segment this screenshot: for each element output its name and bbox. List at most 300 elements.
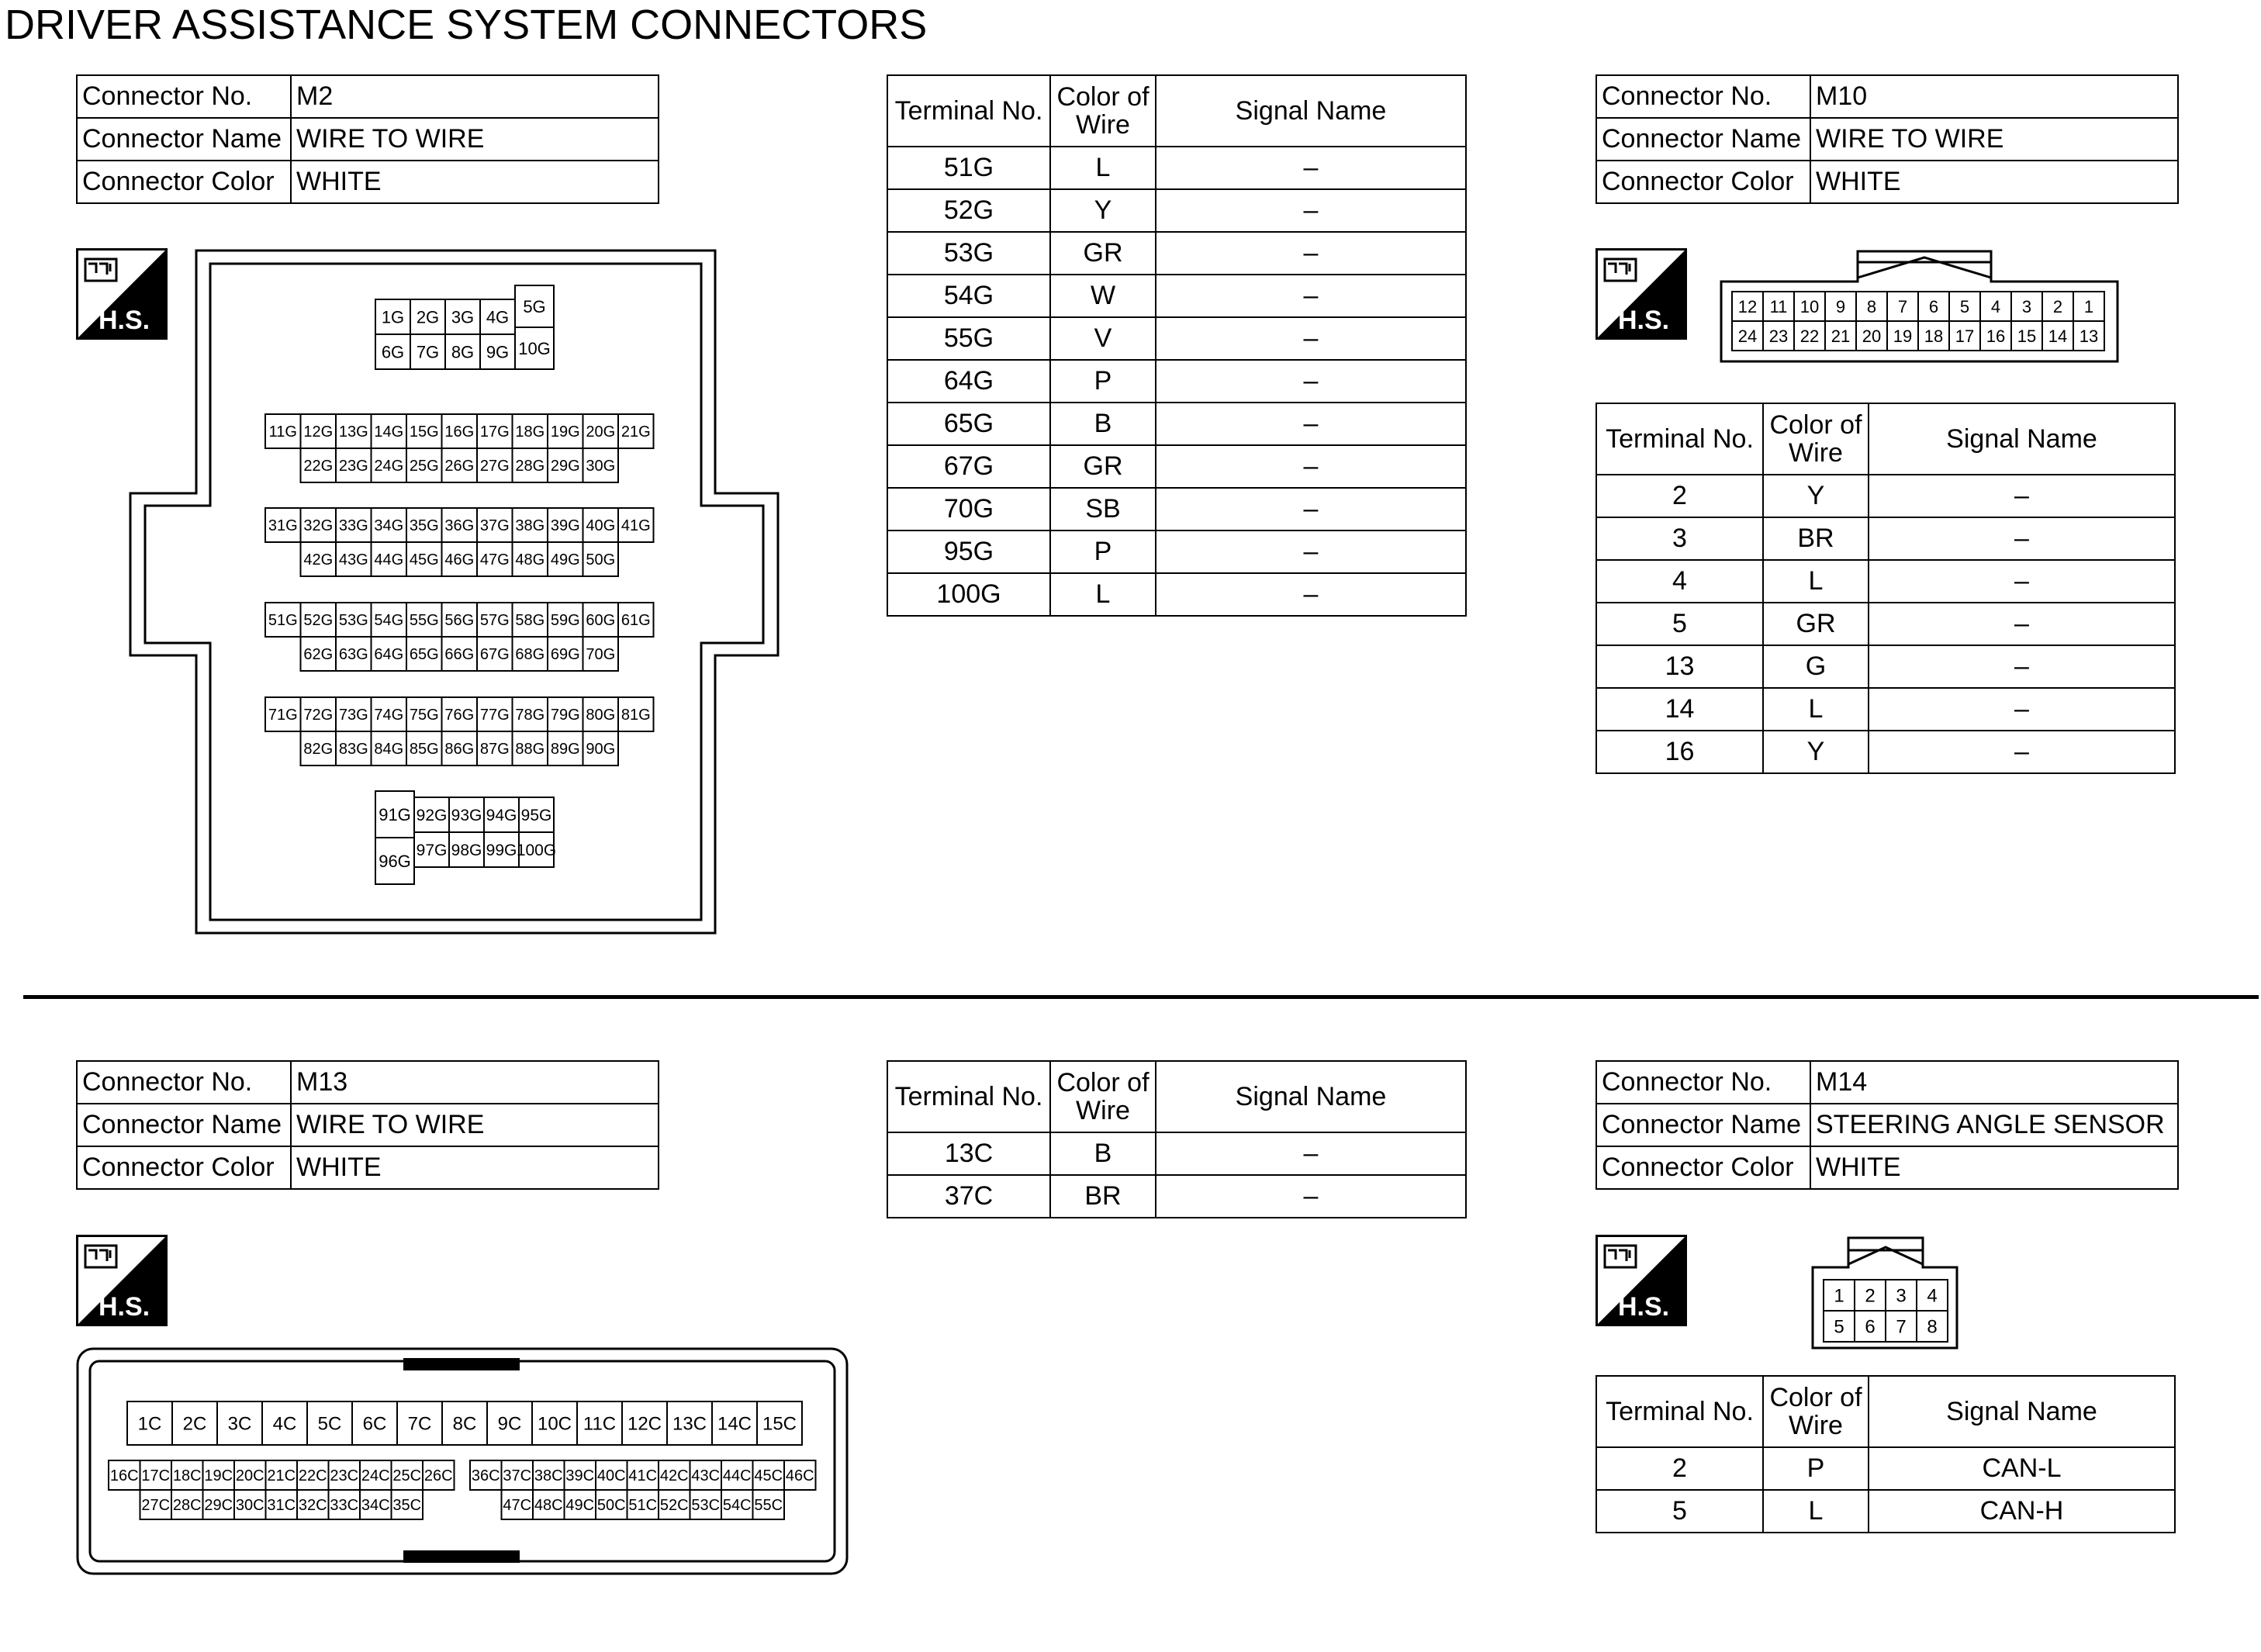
connector-pin xyxy=(477,731,513,766)
connector-pin xyxy=(301,448,337,482)
pin-label: 78G xyxy=(515,707,545,724)
connector-pin xyxy=(618,603,654,637)
section-divider xyxy=(23,995,2259,999)
m13-connector-no: M13 xyxy=(291,1061,659,1104)
table-row xyxy=(887,147,1466,189)
connector-pin xyxy=(372,697,407,731)
pin-label: 2 xyxy=(1865,1285,1876,1307)
table-row xyxy=(1596,603,2175,645)
label-connector-no: Connector No. xyxy=(77,1061,291,1104)
pin-label: 6C xyxy=(362,1413,387,1435)
pin-label: 37C xyxy=(503,1467,532,1485)
connector-pin xyxy=(1763,292,1794,321)
pin-label: 13 xyxy=(2079,326,2099,346)
connector-pin xyxy=(442,731,478,766)
pin-label: 9C xyxy=(497,1413,522,1435)
connector-pin xyxy=(301,542,337,576)
terminal-no-cell: 54G xyxy=(887,275,1050,317)
pin-label: 19G xyxy=(550,423,580,441)
connector-pin xyxy=(265,414,301,448)
pin-label: 35G xyxy=(409,517,439,535)
pin-label: 28C xyxy=(172,1497,202,1515)
connector-pin xyxy=(548,448,583,482)
pin-label: 25C xyxy=(392,1467,422,1485)
header-color-of-wire: Color of Wire xyxy=(1763,1376,1869,1447)
terminal-no-cell: 13 xyxy=(1596,645,1763,688)
connector-pin xyxy=(502,1490,534,1519)
connector-pin xyxy=(477,542,513,576)
connector-pin xyxy=(1732,292,1763,321)
header-terminal-no: Terminal No. xyxy=(887,75,1050,147)
m14-connector-face xyxy=(1810,1233,1960,1351)
connector-pin xyxy=(406,414,442,448)
label-connector-color: Connector Color xyxy=(1596,1146,1810,1189)
wire-color-cell: V xyxy=(1050,317,1156,360)
connector-pin xyxy=(517,832,556,867)
m13-connector-face xyxy=(76,1346,850,1577)
table-row xyxy=(887,360,1466,403)
pin-label: 16G xyxy=(444,423,475,441)
header-terminal-no: Terminal No. xyxy=(1596,403,1763,475)
connector-pin xyxy=(477,448,513,482)
connector-pin xyxy=(375,299,410,334)
connector-pin xyxy=(533,1460,565,1490)
pin-label: 21C xyxy=(267,1467,296,1485)
connector-pin xyxy=(548,637,583,671)
table-row xyxy=(887,445,1466,488)
connector-pin xyxy=(583,697,619,731)
pin-label: 20G xyxy=(586,423,616,441)
connector-pin xyxy=(449,797,484,832)
pin-label: 2G xyxy=(416,307,440,327)
connector-pin xyxy=(406,603,442,637)
wire-color-cell: L xyxy=(1763,688,1869,731)
connector-pin xyxy=(513,414,548,448)
pin-label: 37G xyxy=(479,517,510,535)
header-color-of-wire: Color of Wire xyxy=(1050,1061,1156,1132)
pin-label: 19C xyxy=(204,1467,233,1485)
label-connector-name: Connector Name xyxy=(77,118,291,161)
connector-pin xyxy=(784,1460,816,1490)
pin-label: 48G xyxy=(515,551,545,569)
header-color-of-wire: Color of Wire xyxy=(1763,403,1869,475)
pin-label: 9G xyxy=(486,342,510,362)
connector-pin xyxy=(406,731,442,766)
connector-pin xyxy=(577,1401,622,1445)
connector-pin xyxy=(375,838,414,884)
pin-label: 62G xyxy=(303,646,334,664)
pin-label: 88G xyxy=(515,741,545,759)
pin-label: 38G xyxy=(515,517,545,535)
pin-label: 51C xyxy=(628,1497,658,1515)
signal-name-cell: – xyxy=(1156,147,1466,189)
label-connector-name: Connector Name xyxy=(1596,118,1810,161)
connector-pin xyxy=(753,1460,785,1490)
connector-pin xyxy=(375,334,410,369)
connector-pin xyxy=(596,1460,627,1490)
pin-label: 41C xyxy=(628,1467,658,1485)
pin-label: 3C xyxy=(227,1413,252,1435)
pin-label: 22C xyxy=(298,1467,327,1485)
connector-pin xyxy=(618,508,654,542)
m14-connector-name: STEERING ANGLE SENSOR xyxy=(1810,1104,2178,1146)
m10-connector-no: M10 xyxy=(1810,75,2178,118)
pin-label: 15C xyxy=(762,1413,797,1435)
signal-name-cell: – xyxy=(1869,517,2175,560)
wire-color-cell: SB xyxy=(1050,488,1156,531)
pin-label: 53C xyxy=(691,1497,721,1515)
label-connector-no: Connector No. xyxy=(1596,75,1810,118)
m10-pin-grid xyxy=(1732,292,2104,351)
connector-pin xyxy=(1825,292,1856,321)
connector-pin xyxy=(515,327,554,369)
connector-pin xyxy=(659,1460,690,1490)
connector-pin xyxy=(583,731,619,766)
pin-label: 63G xyxy=(338,646,368,664)
m2-pin-grid xyxy=(265,285,654,884)
m13-connector-name: WIRE TO WIRE xyxy=(291,1104,659,1146)
table-row xyxy=(887,531,1466,573)
pin-label: 50C xyxy=(596,1497,626,1515)
connector-pin xyxy=(659,1490,690,1519)
hs-label: H.S. xyxy=(1617,306,1670,335)
wire-color-cell: GR xyxy=(1050,232,1156,275)
pin-label: 8G xyxy=(451,342,475,362)
pin-label: 48C xyxy=(534,1497,563,1515)
pin-label: 26G xyxy=(444,458,475,475)
table-row xyxy=(887,573,1466,616)
connector-pin xyxy=(406,448,442,482)
connector-pin xyxy=(513,542,548,576)
pin-label: 17 xyxy=(1955,326,1975,346)
m2-terminal-table xyxy=(887,74,1467,617)
table-row xyxy=(887,1132,1466,1175)
pin-label: 1G xyxy=(381,307,405,327)
m10-connector-face xyxy=(1718,247,2121,365)
terminal-no-cell: 67G xyxy=(887,445,1050,488)
connector-pin xyxy=(360,1490,392,1519)
pin-label: 34C xyxy=(361,1497,390,1515)
pin-label: 10G xyxy=(518,338,551,358)
signal-name-cell: – xyxy=(1156,403,1466,445)
m13-terminal-table xyxy=(887,1060,1467,1218)
pin-label: 80G xyxy=(586,707,616,724)
pin-label: 54G xyxy=(374,612,404,630)
pin-label: 6 xyxy=(1865,1316,1876,1338)
pin-label: 20C xyxy=(235,1467,264,1485)
pin-label: 21 xyxy=(1831,326,1851,346)
pin-label: 15 xyxy=(2017,326,2037,346)
m2-info-table xyxy=(76,74,659,204)
connector-pin xyxy=(266,1490,298,1519)
connector-pin xyxy=(480,334,515,369)
connector-pin xyxy=(109,1460,140,1490)
connector-pin xyxy=(484,832,519,867)
pin-label: 29G xyxy=(550,458,580,475)
pin-label: 60G xyxy=(586,612,616,630)
connector-pin xyxy=(622,1401,667,1445)
connector-pin xyxy=(548,697,583,731)
connector-pin xyxy=(445,334,480,369)
table-row xyxy=(1596,1490,2175,1533)
pin-label: 2 xyxy=(2052,296,2063,316)
connector-pin xyxy=(203,1460,235,1490)
connector-pin xyxy=(140,1460,172,1490)
connector-pin xyxy=(1794,292,1825,321)
pin-label: 47C xyxy=(503,1497,532,1515)
pin-label: 23 xyxy=(1768,326,1789,346)
connector-pin xyxy=(336,508,372,542)
connector-pin xyxy=(301,731,337,766)
connector-pin xyxy=(627,1460,659,1490)
pin-label: 90G xyxy=(586,741,616,759)
pin-label: 6G xyxy=(381,342,405,362)
connector-pin xyxy=(375,791,414,838)
connector-pin xyxy=(480,299,515,334)
terminal-no-cell: 4 xyxy=(1596,560,1763,603)
table-row xyxy=(1596,517,2175,560)
pin-label: 33C xyxy=(330,1497,359,1515)
pin-label: 14C xyxy=(717,1413,752,1435)
table-row xyxy=(1596,475,2175,517)
pin-label: 7 xyxy=(1896,1316,1907,1338)
connector-pin xyxy=(618,697,654,731)
pin-label: 44C xyxy=(722,1467,752,1485)
pin-label: 65G xyxy=(409,646,439,664)
pin-label: 12G xyxy=(303,423,334,441)
connector-pin xyxy=(360,1460,392,1490)
pin-label: 39G xyxy=(550,517,580,535)
connector-pin xyxy=(477,603,513,637)
pin-label: 96G xyxy=(379,851,411,871)
pin-label: 3 xyxy=(2021,296,2032,316)
connector-pin xyxy=(1887,321,1918,351)
wire-color-cell: L xyxy=(1763,560,1869,603)
pin-label: 42C xyxy=(659,1467,689,1485)
connector-pin xyxy=(721,1460,753,1490)
pin-label: 46C xyxy=(785,1467,814,1485)
m2-connector-face xyxy=(124,247,783,937)
pin-label: 24G xyxy=(374,458,404,475)
connector-pin xyxy=(2011,292,2042,321)
hs-label: H.S. xyxy=(98,1292,150,1322)
m13-connector-color: WHITE xyxy=(291,1146,659,1189)
table-row xyxy=(1596,688,2175,731)
pin-label: 33G xyxy=(338,517,368,535)
connector-pin xyxy=(442,542,478,576)
pin-label: 23G xyxy=(338,458,368,475)
label-connector-name: Connector Name xyxy=(1596,1104,1810,1146)
connector-pin xyxy=(297,1490,329,1519)
connector-pin xyxy=(265,508,301,542)
label-connector-name: Connector Name xyxy=(77,1104,291,1146)
pin-label: 40C xyxy=(596,1467,626,1485)
connector-pin xyxy=(307,1401,352,1445)
terminal-no-cell: 100G xyxy=(887,573,1050,616)
connector-pin xyxy=(336,603,372,637)
m10-info-table xyxy=(1595,74,2179,204)
pin-label: 32G xyxy=(303,517,334,535)
pin-label: 79G xyxy=(550,707,580,724)
connector-pin xyxy=(372,448,407,482)
connector-pin xyxy=(397,1401,442,1445)
pin-label: 82G xyxy=(303,741,334,759)
pin-label: 16C xyxy=(109,1467,139,1485)
connector-pin xyxy=(519,797,554,832)
connector-pin xyxy=(1794,321,1825,351)
pin-label: 100G xyxy=(516,842,557,860)
connector-pin xyxy=(627,1490,659,1519)
m14-info-table xyxy=(1595,1060,2179,1190)
pin-label: 26C xyxy=(424,1467,453,1485)
pin-label: 66G xyxy=(444,646,475,664)
connector-pin xyxy=(410,334,445,369)
wire-color-cell: P xyxy=(1050,360,1156,403)
pin-label: 17C xyxy=(141,1467,171,1485)
m14-terminal-table xyxy=(1595,1375,2176,1533)
connector-pin xyxy=(1856,292,1887,321)
connector-pin xyxy=(392,1460,424,1490)
pin-label: 30G xyxy=(586,458,616,475)
connector-pin xyxy=(203,1490,235,1519)
connector-pin xyxy=(712,1401,757,1445)
label-connector-no: Connector No. xyxy=(1596,1061,1810,1104)
signal-name-cell: – xyxy=(1156,360,1466,403)
connector-pin xyxy=(533,1490,565,1519)
wire-color-cell: BR xyxy=(1050,1175,1156,1218)
pin-label: 29C xyxy=(204,1497,233,1515)
connector-pin xyxy=(392,1490,424,1519)
pin-label: 8C xyxy=(452,1413,477,1435)
pin-label: 98G xyxy=(451,842,482,860)
connector-pin xyxy=(234,1490,266,1519)
table-row xyxy=(887,232,1466,275)
signal-name-cell: – xyxy=(1869,688,2175,731)
connector-pin xyxy=(423,1460,455,1490)
connector-pin xyxy=(442,697,478,731)
m13-info-table xyxy=(76,1060,659,1190)
pin-label: 5 xyxy=(1959,296,1970,316)
connector-pin xyxy=(583,508,619,542)
signal-name-cell: – xyxy=(1156,1132,1466,1175)
connector-pin xyxy=(470,1460,502,1490)
connector-pin xyxy=(442,637,478,671)
pin-label: 44G xyxy=(374,551,404,569)
connector-pin xyxy=(329,1490,361,1519)
pin-label: 4 xyxy=(1927,1285,1938,1307)
pin-label: 83G xyxy=(338,741,368,759)
connector-pin xyxy=(477,414,513,448)
m14-connector-no: M14 xyxy=(1810,1061,2178,1104)
wire-color-cell: GR xyxy=(1050,445,1156,488)
label-connector-color: Connector Color xyxy=(77,1146,291,1189)
connector-pin xyxy=(1887,292,1918,321)
terminal-no-cell: 37C xyxy=(887,1175,1050,1218)
connector-pin xyxy=(410,299,445,334)
signal-name-cell: – xyxy=(1156,189,1466,232)
pin-label: 49C xyxy=(565,1497,595,1515)
pin-label: 34G xyxy=(374,517,404,535)
terminal-no-cell: 51G xyxy=(887,147,1050,189)
pin-label: 56G xyxy=(444,612,475,630)
hs-label: H.S. xyxy=(98,306,150,335)
connector-pin xyxy=(127,1401,172,1445)
terminal-no-cell: 65G xyxy=(887,403,1050,445)
pin-label: 93G xyxy=(451,807,482,825)
pin-label: 16 xyxy=(1986,326,2006,346)
terminal-no-cell: 13C xyxy=(887,1132,1050,1175)
connector-pin xyxy=(265,697,301,731)
connector-pin xyxy=(583,448,619,482)
pin-label: 27G xyxy=(479,458,510,475)
pin-label: 1 xyxy=(2083,296,2094,316)
connector-pin xyxy=(2042,321,2073,351)
connector-pin xyxy=(442,1401,487,1445)
connector-pin xyxy=(297,1460,329,1490)
connector-pin xyxy=(1886,1311,1917,1342)
connector-pin xyxy=(757,1401,802,1445)
table-row xyxy=(887,1175,1466,1218)
m2-connector-color: WHITE xyxy=(291,161,659,203)
pin-label: 36G xyxy=(444,517,475,535)
connector-pin xyxy=(477,637,513,671)
connector-pin xyxy=(406,637,442,671)
pin-label: 7 xyxy=(1897,296,1908,316)
m10-terminal-table xyxy=(1595,403,2176,774)
pin-label: 95G xyxy=(520,807,552,825)
wire-color-cell: L xyxy=(1050,573,1156,616)
m10-connector-color: WHITE xyxy=(1810,161,2178,203)
signal-name-cell: – xyxy=(1156,445,1466,488)
connector-pin xyxy=(1732,321,1763,351)
wire-color-cell: W xyxy=(1050,275,1156,317)
connector-pin xyxy=(171,1490,203,1519)
label-connector-no: Connector No. xyxy=(77,75,291,118)
pin-label: 61G xyxy=(621,612,651,630)
connector-pin xyxy=(301,414,337,448)
harness-side-icon xyxy=(1595,1235,1687,1326)
connector-pin xyxy=(513,603,548,637)
pin-label: 74G xyxy=(374,707,404,724)
pin-label: 40G xyxy=(586,517,616,535)
connector-pin xyxy=(583,414,619,448)
wire-color-cell: P xyxy=(1763,1447,1869,1490)
pin-label: 19 xyxy=(1893,326,1913,346)
connector-pin xyxy=(721,1490,753,1519)
pin-label: 18C xyxy=(172,1467,202,1485)
pin-label: 53G xyxy=(338,612,368,630)
table-row xyxy=(887,275,1466,317)
connector-pin xyxy=(515,285,554,327)
terminal-no-cell: 3 xyxy=(1596,517,1763,560)
signal-name-cell: – xyxy=(1869,560,2175,603)
pin-label: 14 xyxy=(2048,326,2068,346)
harness-side-icon xyxy=(76,1235,168,1326)
connector-pin xyxy=(449,832,484,867)
connector-pin xyxy=(262,1401,307,1445)
pin-label: 87G xyxy=(479,741,510,759)
connector-pin xyxy=(532,1401,577,1445)
connector-pin xyxy=(266,1460,298,1490)
connector-pin xyxy=(372,731,407,766)
connector-pin xyxy=(336,697,372,731)
connector-pin xyxy=(690,1460,722,1490)
connector-pin xyxy=(329,1460,361,1490)
connector-pin xyxy=(1918,321,1949,351)
pin-label: 97G xyxy=(416,842,448,860)
connector-pin xyxy=(487,1401,532,1445)
connector-pin xyxy=(1824,1280,1855,1311)
